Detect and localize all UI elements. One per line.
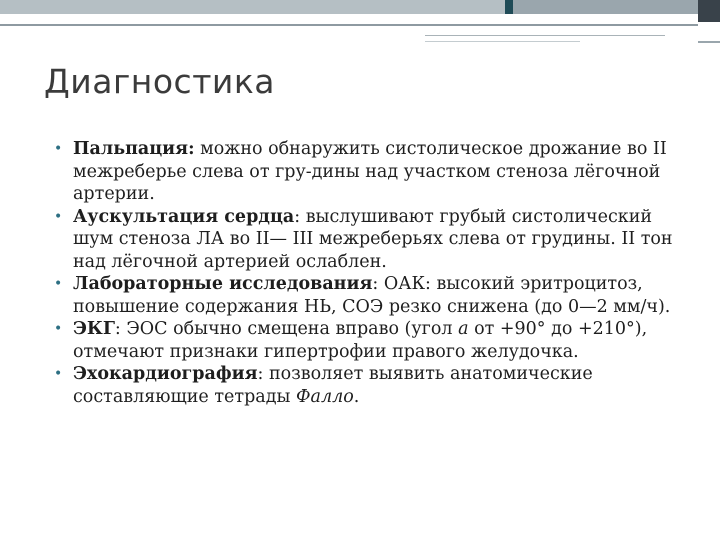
list-item bbox=[54, 363, 694, 408]
item-text: : позволяет выявить анатомические составляющие тетрады bbox=[73, 364, 593, 407]
item-term: ЭКГ bbox=[73, 319, 115, 339]
bullet-list bbox=[54, 138, 694, 408]
top-band-right-segment bbox=[513, 0, 720, 14]
item-text: : ЭОС обычно смещена вправо (угол bbox=[114, 319, 459, 339]
slide-title: Диагностика bbox=[44, 62, 276, 101]
item-text: : ОАК: высокий эритроцитоз, повышение содержания НЬ, СОЭ резко снижена (до 0—2 мм/ч). bbox=[73, 274, 671, 317]
bullet-icon: • bbox=[54, 366, 63, 382]
list-item bbox=[54, 273, 694, 318]
bullet-icon: • bbox=[54, 321, 63, 337]
decor-rule-mid bbox=[425, 35, 665, 36]
item-text-tail: . bbox=[353, 386, 360, 407]
item-text: : выслушивают грубый систолический шум стеноза ЛА во II— III межреберьях слева от грудины. II тон над лёгочной артерией ослаблен. bbox=[73, 206, 673, 272]
item-term: Пальпация: bbox=[73, 139, 195, 159]
top-band-accent-segment bbox=[505, 0, 513, 14]
item-text: можно обнаружить систолическое дрожание во II межреберье слева от гру-дины над участком стеноза лёгочной артерии. bbox=[73, 139, 667, 204]
bullet-icon: • bbox=[54, 276, 63, 292]
item-text-tail: от +90° до +210°), отмечают признаки гипертрофии правого желудочка. bbox=[73, 319, 648, 362]
item-italic: а bbox=[458, 319, 469, 339]
item-term: Эхокардиография bbox=[73, 364, 258, 384]
item-italic: Фалло bbox=[295, 386, 354, 407]
decor-rule-short bbox=[425, 41, 580, 42]
list-item bbox=[54, 318, 694, 363]
corner-decor-square bbox=[698, 0, 720, 22]
top-band-light-segment bbox=[0, 0, 505, 14]
top-decor-band bbox=[0, 0, 720, 14]
list-item bbox=[54, 206, 694, 274]
decor-rule-right bbox=[698, 41, 720, 43]
item-term: Лабораторные исследования bbox=[73, 274, 373, 294]
item-term: Аускультация сердца bbox=[73, 206, 295, 227]
bullet-icon: • bbox=[54, 208, 63, 225]
bullet-icon: • bbox=[54, 141, 63, 157]
list-item bbox=[54, 138, 694, 206]
decor-rule-long bbox=[0, 24, 698, 26]
